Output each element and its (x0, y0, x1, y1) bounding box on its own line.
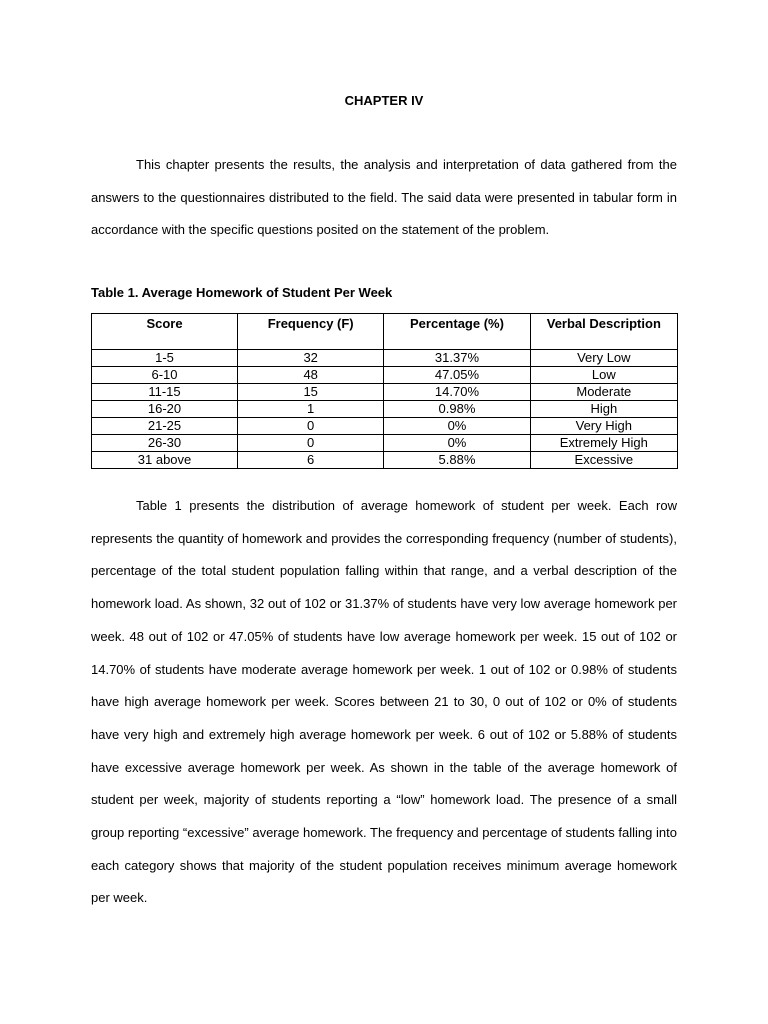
cell-score: 6-10 (92, 367, 238, 384)
analysis-paragraph: Table 1 presents the distribution of average homework of student per week. Each row represents the quantity of homework and provides the corresponding frequency (number of students), percentage of the total student population falling within that range, and a verbal description of the homework load. As shown, 32 out of 102 or 31.37% of students have very low average homework per week. 48 out of 102 or 47.05% of students have low average homework per week. 15 out of 102 or 14.70% of students have moderate average homework per week. 1 out of 102 or 0.98% of students have high average homework per week. Scores between 21 to 30, 0 out of 102 or 0% of students have very high and extremely high average homework per week. 6 out of 102 or 5.88% of students have excessive average homework per week. As shown in the table of the average homework of student per week, majority of students reporting a “low” homework load. The presence of a small group reporting “excessive” average homework. The frequency and percentage of students falling into each category shows that majority of the student population receives minimum average homework per week. (91, 498, 677, 906)
chapter-title: CHAPTER IV (344, 93, 424, 108)
cell-description: Very High (530, 418, 677, 435)
table-row (92, 401, 678, 418)
cell-frequency: 15 (238, 384, 384, 401)
intro-paragraph: This chapter presents the results, the analysis and interpretation of data gathered from the answers to the questionnaires distributed to the field. The said data were presented in tabular form in accordance with the specific questions posited on the statement of the problem. (91, 157, 677, 237)
header-frequency: Frequency (F) (238, 314, 384, 350)
table-caption: Table 1. Average Homework of Student Per Week (91, 285, 393, 300)
cell-percentage: 31.37% (384, 350, 530, 367)
cell-frequency: 0 (238, 418, 384, 435)
header-score: Score (92, 314, 238, 350)
table-row (92, 452, 678, 469)
header-percentage: Percentage (%) (384, 314, 530, 350)
cell-description: Very Low (530, 350, 677, 367)
cell-frequency: 32 (238, 350, 384, 367)
cell-percentage: 0% (384, 435, 530, 452)
cell-score: 31 above (92, 452, 238, 469)
table-row (92, 367, 678, 384)
header-verbal-description: Verbal Description (530, 314, 677, 350)
table-header-row (92, 314, 678, 350)
cell-frequency: 0 (238, 435, 384, 452)
cell-description: High (530, 401, 677, 418)
cell-percentage: 0.98% (384, 401, 530, 418)
cell-score: 16-20 (92, 401, 238, 418)
cell-score: 1-5 (92, 350, 238, 367)
cell-percentage: 14.70% (384, 384, 530, 401)
cell-percentage: 47.05% (384, 367, 530, 384)
cell-frequency: 1 (238, 401, 384, 418)
table-row (92, 418, 678, 435)
cell-description: Excessive (530, 452, 677, 469)
cell-score: 26-30 (92, 435, 238, 452)
cell-description: Low (530, 367, 677, 384)
cell-score: 11-15 (92, 384, 238, 401)
table-row (92, 384, 678, 401)
cell-percentage: 0% (384, 418, 530, 435)
cell-score: 21-25 (92, 418, 238, 435)
table-row (92, 435, 678, 452)
cell-frequency: 6 (238, 452, 384, 469)
cell-frequency: 48 (238, 367, 384, 384)
table-row (92, 350, 678, 367)
cell-percentage: 5.88% (384, 452, 530, 469)
cell-description: Moderate (530, 384, 677, 401)
homework-table (91, 313, 678, 469)
cell-description: Extremely High (530, 435, 677, 452)
